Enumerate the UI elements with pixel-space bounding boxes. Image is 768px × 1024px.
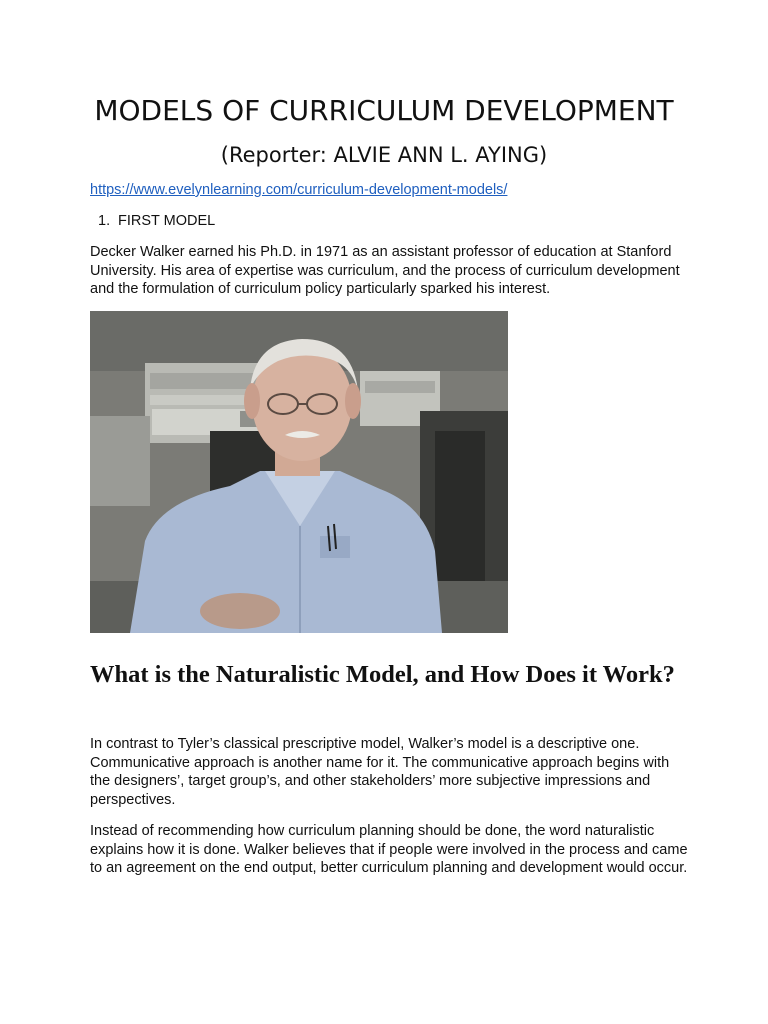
section-heading: What is the Naturalistic Model, and How Does it Work? xyxy=(90,661,675,688)
paragraph-naturalistic-model: In contrast to Tyler’s classical prescriptive model, Walker’s model is a descriptive one. Communicative approach is another name for it. The communicative approach begins with the designers’, target group’s, and other stakeholders’ more subjective impressions and perspectives. xyxy=(90,736,670,809)
portrait-photo xyxy=(90,311,508,633)
paragraph-intro: Decker Walker earned his Ph.D. in 1971 as an assistant professor of education at Stanford University. His area of expertise was curriculum, and the process of curriculum development and the formulation of curriculum policy particularly sparked his interest. xyxy=(90,244,680,298)
list-item-text: FIRST MODEL xyxy=(118,213,216,229)
paragraph-naturalistic-explained: Instead of recommending how curriculum planning should be done, the word naturalistic explains how it is done. Walker believes that if people were involved in the process and came to an agreement on the end output, better curriculum planning and development would occur. xyxy=(90,823,688,877)
list-item xyxy=(98,212,216,230)
document-subtitle: (Reporter: ALVIE ANN L. AYING) xyxy=(220,143,548,167)
list-item-number: 1. xyxy=(98,213,111,229)
source-link[interactable]: https://www.evelynlearning.com/curriculum-development-models/ xyxy=(90,182,508,198)
document-title: MODELS OF CURRICULUM DEVELOPMENT xyxy=(94,94,674,127)
